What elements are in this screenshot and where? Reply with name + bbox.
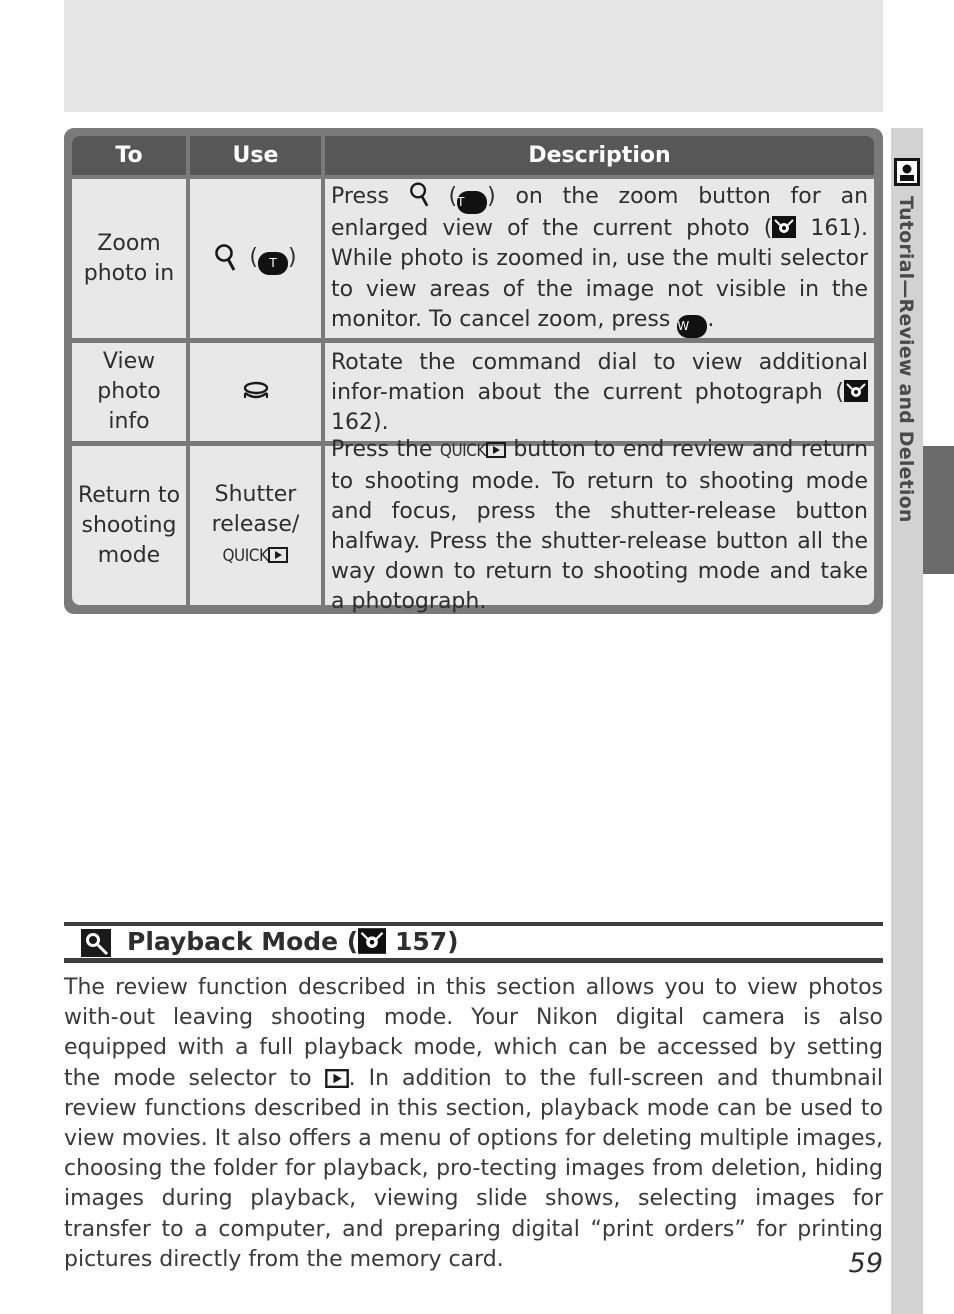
- chapter-title: Tutorial—Review and Deletion: [895, 196, 917, 523]
- row-return-use: Shutter release/ QUICK: [190, 446, 321, 605]
- tutorial-icon: [894, 158, 920, 186]
- reference-icon: [844, 380, 868, 402]
- row-return-to: Return to shooting mode: [72, 446, 186, 605]
- chapter-tab: [923, 446, 954, 574]
- row-return-description: Press the QUICK button to end review and return to shooting mode. To return to shooting mode and focus, press the shutter-release button halfway. Press the shutter-release button all the way down to return to shooting mode and take a photograph.: [325, 446, 874, 605]
- tele-button-icon: T: [258, 252, 288, 275]
- playback-icon: [486, 442, 506, 458]
- header-to: To: [72, 136, 186, 175]
- magnifier-icon: [214, 243, 236, 273]
- row-info-description: Rotate the command dial to view additional infor-mation about the current photograph ( 162).: [325, 343, 874, 441]
- magnifier-icon: [409, 181, 429, 209]
- tele-button-icon: T: [457, 191, 487, 214]
- section-title: Playback Mode ( 157): [127, 927, 459, 956]
- wide-button-icon: W: [677, 315, 707, 338]
- playback-icon: [268, 547, 288, 563]
- section-rule-bottom: [64, 958, 883, 963]
- row-zoom-description: Press (T ) on the zoom button for an enlarged view of the current photo ( 161). While photo is zoomed in, use the multi selector to view areas of the image not visible in the monitor. To cancel zoom, press W .: [325, 179, 874, 338]
- row-info-to: View photo info: [72, 343, 186, 441]
- header-use: Use: [190, 136, 321, 175]
- top-band: [64, 0, 883, 112]
- command-dial-icon: [242, 381, 270, 403]
- row-info-use: [190, 343, 321, 441]
- page-number: 59: [848, 1248, 883, 1279]
- section-body: The review function described in this section allows you to view photos with-out leaving shooting mode. Your Nikon digital camera is also equipped with a full playback mode, which can be accessed by setting the mode selector to . In addition to the full-screen and thumbnail review functions described in this section, playback mode can be used to view movies. It also offers a menu of options for deleting multiple images, choosing the folder for playback, pro-tecting images from deletion, hiding images during playback, viewing slide shows, selecting images for transfer to a computer, and preparing digital “print orders” for printing pictures directly from the memory card.: [64, 975, 883, 1272]
- reference-icon: [772, 216, 796, 238]
- playback-mode-icon: [81, 929, 111, 957]
- row-zoom-use: ( T ): [190, 179, 321, 338]
- reference-icon: [358, 928, 386, 954]
- row-zoom-to: Zoom photo in: [72, 179, 186, 338]
- playback-icon: [325, 1069, 349, 1088]
- header-description: Description: [325, 136, 874, 175]
